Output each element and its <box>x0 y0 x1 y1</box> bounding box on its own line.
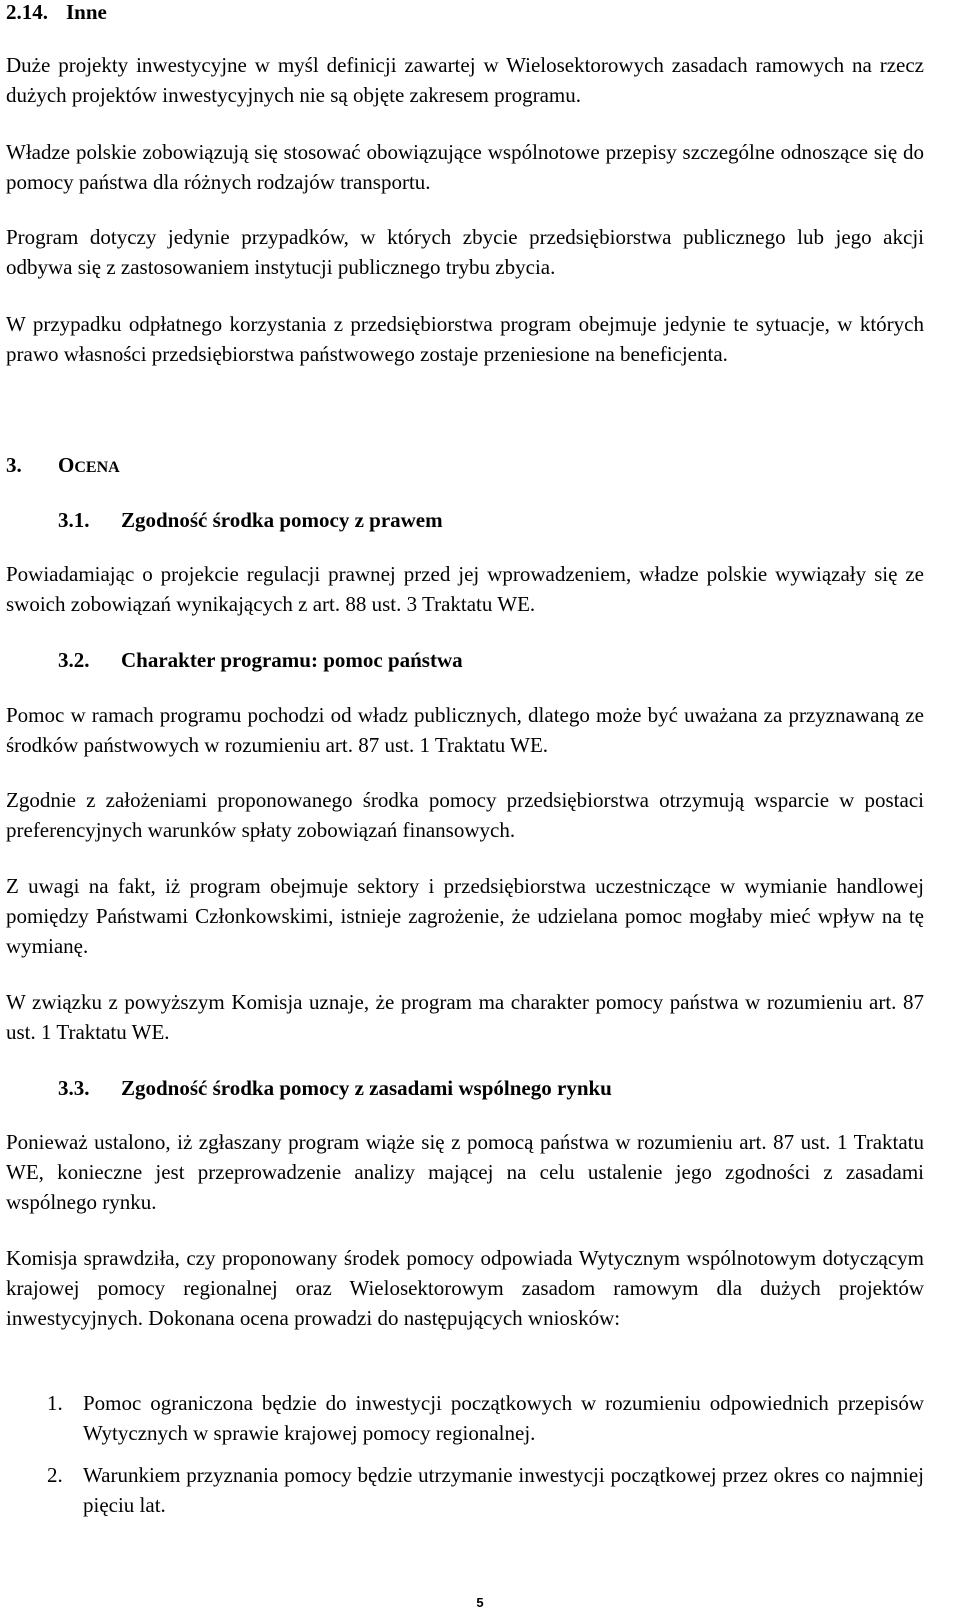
section-heading-3-1 <box>58 508 443 532</box>
paragraph: Duże projekty inwestycyjne w myśl definicji zawartej w Wielosektorowych zasadach ramowych na rzecz dużych projektów inwestycyjnych nie są objęte zakresem programu. <box>6 53 924 107</box>
section-heading-3-3 <box>58 1076 612 1100</box>
section-heading-3 <box>6 453 120 480</box>
section-heading-3-2 <box>58 648 463 672</box>
section-title: Charakter programu: pomoc państwa <box>121 648 463 672</box>
list-item-text: Warunkiem przyznania pomocy będzie utrzymanie inwestycji początkowej przez okres co najmniej pięciu lat. <box>83 1463 924 1517</box>
paragraph: Władze polskie zobowiązują się stosować obowiązujące wspólnotowe przepisy szczególne odnoszące się do pomocy państwa dla różnych rodzajów transportu. <box>6 140 924 194</box>
section-number: 2.14. <box>6 0 48 24</box>
list-item-text: Pomoc ograniczona będzie do inwestycji początkowych w rozumieniu odpowiednich przepisów Wytycznych w sprawie krajowej pomocy regionalnej. <box>83 1391 924 1445</box>
list-item <box>47 1388 924 1448</box>
paragraph: Komisja sprawdziła, czy proponowany środek pomocy odpowiada Wytycznym wspólnotowym dotyczącym krajowej pomocy regionalnej oraz Wielosektorowym zasadom ramowym dla dużych projektów inwestycyjnych. Dokonana ocena prowadzi do następujących wniosków: <box>6 1246 924 1330</box>
section-title: Zgodność środka pomocy z prawem <box>121 508 443 532</box>
section-title-initial: O <box>58 453 75 477</box>
paragraph: W związku z powyższym Komisja uznaje, że program ma charakter pomocy państwa w rozumieniu art. 87 ust. 1 Traktatu WE. <box>6 990 924 1044</box>
section-title: Inne <box>66 0 107 24</box>
list-marker: 2. <box>47 1463 63 1487</box>
section-title: Zgodność środka pomocy z zasadami wspólnego rynku <box>121 1076 612 1100</box>
section-number: 3.3. <box>58 1076 90 1100</box>
paragraph: Z uwagi na fakt, iż program obejmuje sektory i przedsiębiorstwa uczestniczące w wymianie handlowej pomiędzy Państwami Członkowskimi, istnieje zagrożenie, że udzielana pomoc mogłaby mieć wpływ na tę wymianę. <box>6 874 924 958</box>
paragraph: Zgodnie z założeniami proponowanego środka pomocy przedsiębiorstwa otrzymują wsparcie w postaci preferencyjnych warunków spłaty zobowiązań finansowych. <box>6 788 924 842</box>
page-number: 5 <box>476 1595 484 1610</box>
paragraph: W przypadku odpłatnego korzystania z przedsiębiorstwa program obejmuje jedynie te sytuacje, w których prawo własności przedsiębiorstwa państwowego zostaje przeniesione na beneficjenta. <box>6 312 924 366</box>
section-number: 3.1. <box>58 508 90 532</box>
paragraph: Powiadamiając o projekcie regulacji prawnej przed jej wprowadzeniem, władze polskie wywiązały się ze swoich zobowiązań wynikających z art. 88 ust. 3 Traktatu WE. <box>6 562 924 616</box>
section-heading-2-14 <box>6 0 107 24</box>
section-title-rest: CENA <box>74 459 120 476</box>
list-item <box>47 1460 924 1520</box>
section-number: 3.2. <box>58 648 90 672</box>
section-number: 3. <box>6 453 22 477</box>
paragraph: Ponieważ ustalono, iż zgłaszany program wiąże się z pomocą państwa w rozumieniu art. 87 ust. 1 Traktatu WE, konieczne jest przeprowadzenie analizy mającej na celu ustalenie jego zgodności z zasadami wspólnego rynku. <box>6 1130 924 1214</box>
paragraph: Program dotyczy jedynie przypadków, w których zbycie przedsiębiorstwa publicznego lub jego akcji odbywa się z zastosowaniem instytucji publicznego trybu zbycia. <box>6 225 924 279</box>
paragraph: Pomoc w ramach programu pochodzi od władz publicznych, dlatego może być uważana za przyznawaną ze środków państwowych w rozumieniu art. 87 ust. 1 Traktatu WE. <box>6 703 924 757</box>
list-marker: 1. <box>47 1391 63 1415</box>
